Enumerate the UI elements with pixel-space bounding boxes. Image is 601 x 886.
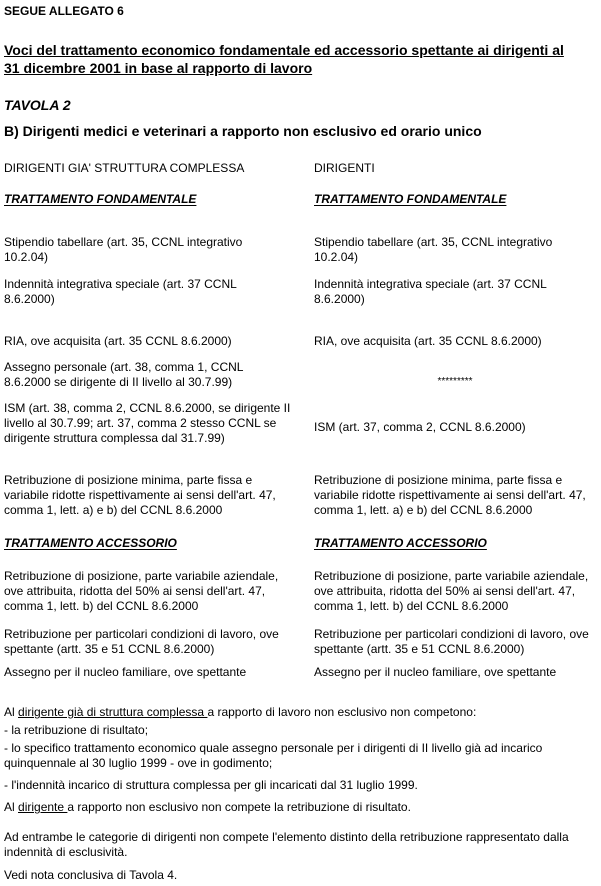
- right-assegno-placeholder: *********: [437, 376, 473, 387]
- note1-prefix: Al: [4, 705, 19, 719]
- note-esclusivita: Ad entrambe le categorie di dirigenti non compete l'elemento distinto della retribuzione rappresentato dalla indennità di esclusività.: [4, 830, 569, 859]
- right-condizioni-lavoro: Retribuzione per particolari condizioni di lavoro, ove spettante (artt. 35 e 51 CCNL 8.6.2000): [314, 627, 589, 656]
- right-stipendio: Stipendio tabellare (art. 35, CCNL integrativo 10.2.04): [314, 235, 553, 264]
- left-condizioni-lavoro: Retribuzione per particolari condizioni di lavoro, ove spettante (artt. 35 e 51 CCNL 8.6.2000): [4, 627, 279, 656]
- right-retribuzione-minima: Retribuzione di posizione minima, parte fissa e variabile ridotte rispettivamente ai sensi dell'art. 47, comma 1, lett. a) e b) del CCNL 8.6.2000: [314, 473, 586, 517]
- left-indennita: Indennità integrativa speciale (art. 37 CCNL 8.6.2000): [4, 277, 237, 306]
- left-ism: ISM (art. 38, comma 2, CCNL 8.6.2000, se dirigente II livello al 30.7.99; art. 37, comma 2 stesso CCNL se dirigente struttura complessa dal 31.7.99): [4, 401, 291, 445]
- note-bullet-indennita: - l'indennità incarico di struttura complessa per gli incaricati dal 31 luglio 1999.: [4, 778, 418, 792]
- note-conclusiva: Vedi nota conclusiva di Tavola 4.: [4, 868, 178, 882]
- left-accessorio-heading: TRATTAMENTO ACCESSORIO: [4, 536, 177, 550]
- note1-underlined: dirigente già di struttura complessa: [18, 705, 208, 719]
- right-accessorio-heading: TRATTAMENTO ACCESSORIO: [314, 536, 487, 550]
- left-retribuzione-minima: Retribuzione di posizione minima, parte fissa e variabile ridotte rispettivamente ai sensi dell'art. 47, comma 1, lett. a) e b) del CCNL 8.6.2000: [4, 473, 276, 517]
- note2-prefix: Al: [4, 800, 19, 814]
- right-fondamentale-heading: TRATTAMENTO FONDAMENTALE: [314, 192, 507, 206]
- note2-underlined: dirigente: [18, 800, 68, 814]
- left-nucleo-familiare: Assegno per il nucleo familiare, ove spettante: [4, 665, 247, 679]
- note-dirigente: [4, 800, 596, 815]
- section-subtitle: B) Dirigenti medici e veterinari a rapporto non esclusivo ed orario unico: [4, 123, 482, 139]
- note-bullet-risultato: - la retribuzione di risultato;: [4, 723, 149, 737]
- note-dirigente-struttura: [4, 705, 596, 720]
- right-ria: RIA, ove acquisita (art. 35 CCNL 8.6.2000): [314, 334, 542, 348]
- document-title: Voci del trattamento economico fondamentale ed accessorio spettante ai dirigenti al 31 dicembre 2001 in base al rapporto di lavoro: [4, 42, 564, 76]
- note1-suffix: a rapporto di lavoro non esclusivo non competono:: [207, 705, 477, 719]
- right-column-header: DIRIGENTI: [314, 161, 375, 175]
- left-column-header: DIRIGENTI GIA' STRUTTURA COMPLESSA: [4, 161, 245, 175]
- left-assegno-personale: Assegno personale (art. 38, comma 1, CCNL 8.6.2000 se dirigente di II livello al 30.7.99): [4, 360, 243, 389]
- right-ism: ISM (art. 37, comma 2, CCNL 8.6.2000): [314, 420, 526, 434]
- allegato-label: SEGUE ALLEGATO 6: [4, 4, 124, 18]
- note-bullet-assegno: - lo specifico trattamento economico quale assegno personale per i dirigenti di II livello già ad incarico quinquennale al 30 luglio 1999 - ove in godimento;: [4, 741, 543, 770]
- right-indennita: Indennità integrativa speciale (art. 37 CCNL 8.6.2000): [314, 277, 547, 306]
- note2-suffix: a rapporto non esclusivo non compete la retribuzione di risultato.: [67, 800, 411, 814]
- right-retribuzione-variabile: Retribuzione di posizione, parte variabile aziendale, ove attribuita, ridotta del 50% ai sensi dell'art. 47, comma 1, lett. b) del CCNL 8.6.2000: [314, 569, 589, 613]
- left-fondamentale-heading: TRATTAMENTO FONDAMENTALE: [4, 192, 197, 206]
- left-stipendio: Stipendio tabellare (art. 35, CCNL integrativo 10.2.04): [4, 235, 243, 264]
- left-ria: RIA, ove acquisita (art. 35 CCNL 8.6.2000): [4, 334, 232, 348]
- right-nucleo-familiare: Assegno per il nucleo familiare, ove spettante: [314, 665, 557, 679]
- tavola-label: TAVOLA 2: [4, 97, 71, 113]
- left-retribuzione-variabile: Retribuzione di posizione, parte variabile aziendale, ove attribuita, ridotta del 50% ai sensi dell'art. 47, comma 1, lett. b) del CCNL 8.6.2000: [4, 569, 279, 613]
